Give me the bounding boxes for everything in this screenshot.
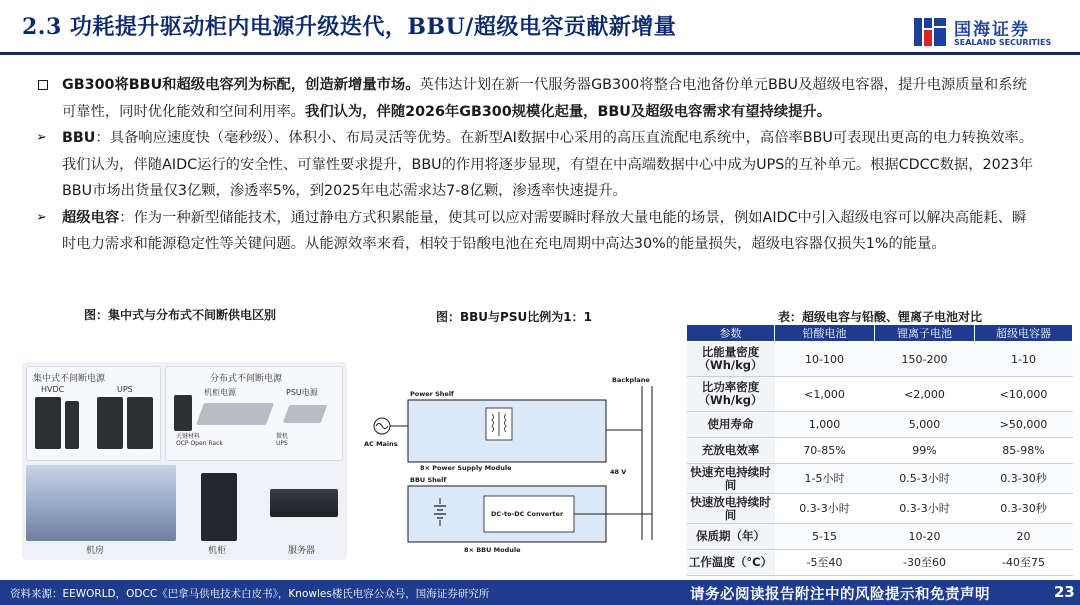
server-photo: [270, 489, 338, 517]
value-cell: 5-15: [775, 524, 875, 550]
distributed-label: 分布式不间断电源: [210, 374, 283, 384]
ups-cabinet-icon: [97, 397, 123, 449]
logo-name-cn: 国海证券: [954, 20, 1030, 40]
param-cell: 工作温度（°C）: [687, 550, 775, 576]
dcdc-label: DC-to-DC Converter: [491, 510, 564, 518]
value-cell: 10-100: [775, 342, 875, 377]
cabinet-label: 机柜: [208, 546, 227, 556]
bbu-text: ：具备响应速度快（毫秒级）、体积小、布局灵活等优势。在新型AI数据中心采用的高压直流配电系统中，高倍率BBU可表现出更高的电力转换效率。我们认为，伴随AIDC运行的安全性、可靠性要求提升，BBU的作用将逐步显现，有望在中高端数据中心中成为UPS的互补单元。根据CDCC数据，2023年BBU市场出货量仅3亿颗，渗透率5%，到2025年电芯需求达7-8亿颗，渗透率快速提升。: [62, 130, 1034, 199]
psu-power-label: PSU电源: [286, 388, 318, 397]
disclaimer: 请务必阅读报告附注中的风险提示和免责声明: [690, 587, 990, 603]
param-cell: 比能量密度 （Wh/kg）: [687, 342, 775, 377]
table-row: [687, 438, 1073, 464]
param-cell: 比功率密度 （Wh/kg）: [687, 377, 775, 412]
value-cell: <1,000: [775, 377, 875, 412]
bullet-gb300: [36, 72, 1036, 125]
table-row: [687, 412, 1073, 438]
table-row: [687, 342, 1073, 377]
deployment-row: [26, 465, 343, 556]
header-supercap: 超级电容器: [975, 325, 1073, 342]
square-bullet-icon: [38, 80, 48, 90]
power-shelf-icon: [196, 403, 274, 425]
value-cell: 0.3-30秒: [975, 494, 1073, 524]
header-param: 参数: [687, 325, 775, 342]
ups-types-row: [26, 366, 343, 461]
page-title: 2.3 功耗提升驱动柜内电源升级迭代，BBU/超级电容贡献新增量: [22, 14, 677, 40]
gb300-text: 英伟达计划在新一代服务器GB300将整合电池备份单元BBU及超级电容器，提升电源质量和系统可靠性，同时优化能效和空间利用率。: [62, 77, 1027, 120]
table-row: [687, 494, 1073, 524]
table-row: [687, 550, 1073, 576]
param-cell: 快速充电持续时 间: [687, 464, 775, 494]
value-cell: 1-10: [975, 342, 1073, 377]
value-cell: -30至60: [875, 550, 975, 576]
value-cell: 1,000: [775, 412, 875, 438]
gb300-lead: GB300将BBU和超级电容列为标配，创造新增量市场。: [62, 77, 420, 93]
bullet-supercap: [36, 205, 1036, 258]
supercap-heading: 超级电容: [62, 209, 120, 226]
gb300-conclusion: 我们认为，伴随2026年GB300规模化起量，BBU及超级电容需求有望持续提升。: [305, 103, 832, 120]
param-cell: 保质期（年）: [687, 524, 775, 550]
value-cell: 1-5小时: [775, 464, 875, 494]
bbu-shelf-label: BBU Shelf: [410, 476, 447, 484]
centralized-label: 集中式不间断电源: [33, 374, 106, 384]
hvdc-cabinet-icon: [35, 397, 61, 449]
value-cell: 150-200: [875, 342, 975, 377]
value-cell: 99%: [875, 438, 975, 464]
bbm-label: 8× BBU Module: [464, 546, 521, 554]
rack-photo: [201, 473, 237, 541]
param-cell: 使用寿命: [687, 412, 775, 438]
ac-mains-label: AC Mains: [364, 440, 398, 448]
value-cell: 0.3-3小时: [775, 494, 875, 524]
bullet-bbu: [36, 125, 1036, 205]
value-cell: 0.3-3小时: [875, 494, 975, 524]
supercap-text: ：作为一种新型储能技术，通过静电方式积累能量，使其可以应对需要瞬时释放大量电能的场景，例如AIDC中引入超级电容可以解决高能耗、瞬时电力需求和能源稳定性等关键问题。从能源效率来看，相较于铅酸电池在充电周期中高达30%的能量损失，超级电容器仅损失1%的能量。: [62, 209, 1027, 252]
power-shelf-label: Power Shelf: [410, 390, 454, 398]
battery-note: 关键材料 OCP Open Rack: [176, 433, 223, 447]
company-logo: [912, 14, 1062, 52]
value-cell: >50,000: [975, 412, 1073, 438]
room-label: 机房: [86, 546, 105, 556]
table-header-row: [687, 325, 1073, 342]
logo-name-en: SEALAND SECURITIES: [954, 38, 1052, 47]
table-row: [687, 464, 1073, 494]
psm-label: 8× Power Supply Module: [420, 464, 512, 472]
psu-module-icon: [283, 405, 328, 423]
figure1-caption: 图：集中式与分布式不间断供电区别: [84, 308, 277, 322]
arrow-bullet-icon: ➢: [36, 209, 47, 225]
battery-cabinet-icon: [174, 395, 192, 431]
value-cell: 85-98%: [975, 438, 1073, 464]
centralized-panel: [26, 366, 161, 461]
value-cell: 10-20: [875, 524, 975, 550]
value-cell: 0.5-3小时: [875, 464, 975, 494]
comparison-table-wrap: [686, 324, 1072, 576]
figure2-caption: 图：BBU与PSU比例为1：1: [436, 310, 592, 324]
table-row: [687, 524, 1073, 550]
title-divider: [0, 52, 1080, 55]
logo-mark-icon: [912, 14, 948, 50]
source-note: 资料来源：EEWORLD，ODCC《巴拿马供电技术白皮书》，Knowles楼氏电容公众号，国海证券研究所: [10, 588, 490, 600]
value-cell: -40至75: [975, 550, 1073, 576]
page-number: 23: [1054, 583, 1075, 601]
voltage-label: 48 V: [610, 468, 627, 476]
param-cell: 快速放电持续时 间: [687, 494, 775, 524]
value-cell: <2,000: [875, 377, 975, 412]
param-cell: 充放电效率: [687, 438, 775, 464]
hvdc-cabinet-icon: [65, 401, 79, 449]
ups-label: UPS: [117, 385, 133, 394]
backplane-label: Backplane: [612, 376, 650, 384]
header-lead-acid: 铅酸电池: [775, 325, 875, 342]
table-caption: 表：超级电容与铅酸、锂离子电池对比: [778, 310, 983, 324]
value-cell: 5,000: [875, 412, 975, 438]
micro-ups-label: 微机 UPS: [276, 433, 289, 447]
table-row: [687, 377, 1073, 412]
bbu-psu-diagram: [360, 370, 670, 560]
footer-bar: [0, 580, 1080, 605]
ups-cabinet-icon: [127, 397, 153, 449]
comparison-table: [686, 324, 1073, 576]
ups-comparison-figure: [22, 362, 347, 560]
header-li-ion: 锂离子电池: [875, 325, 975, 342]
value-cell: 70-85%: [775, 438, 875, 464]
value-cell: -5至40: [775, 550, 875, 576]
data-center-photo: [26, 465, 176, 541]
bbu-heading: BBU: [62, 130, 96, 146]
hvdc-label: HVDC: [41, 385, 65, 394]
rack-power-label: 机柜电源: [204, 388, 236, 397]
value-cell: 0.3-30秒: [975, 464, 1073, 494]
server-label: 服务器: [288, 546, 316, 556]
value-cell: <10,000: [975, 377, 1073, 412]
value-cell: 20: [975, 524, 1073, 550]
distributed-panel: [165, 366, 343, 461]
arrow-bullet-icon: ➢: [36, 130, 47, 145]
bullet-section: [36, 72, 1036, 258]
